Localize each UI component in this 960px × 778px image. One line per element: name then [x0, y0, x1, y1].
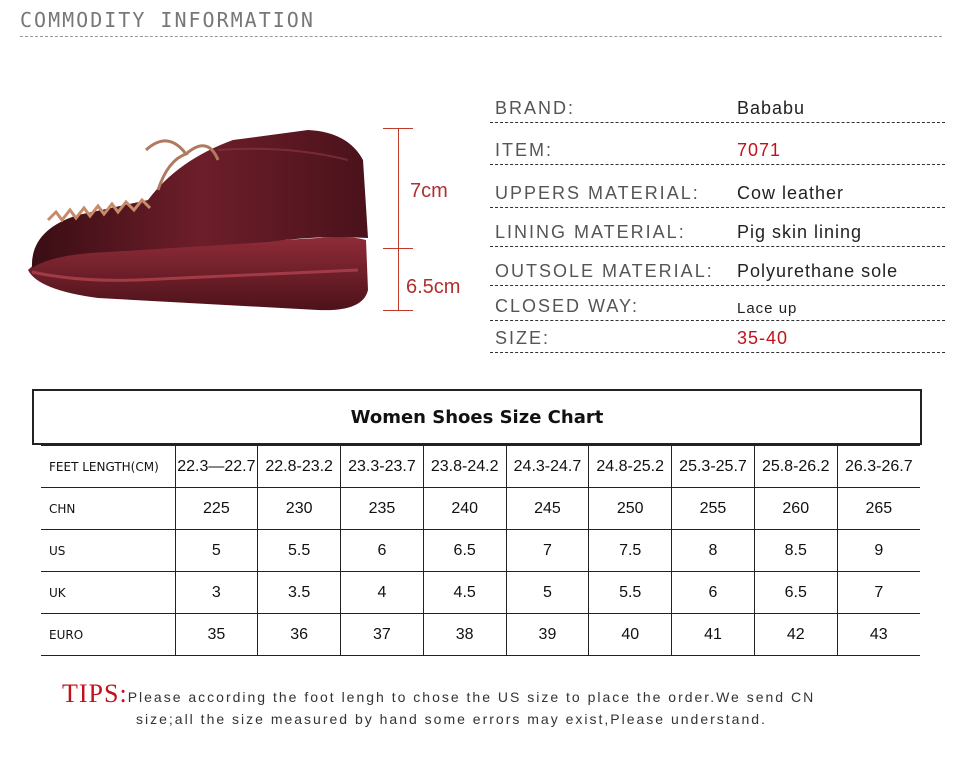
info-value: Cow leather: [737, 183, 845, 203]
size-cell: 265: [837, 488, 920, 530]
size-row-chn: [41, 488, 920, 530]
size-cell: 24.8-25.2: [589, 446, 672, 488]
row-header: UK: [41, 572, 175, 614]
size-cell: 23.3-23.7: [341, 446, 424, 488]
info-row-outsole-material: [490, 255, 945, 286]
dimension-line-upper: [398, 128, 399, 248]
tips-text-line1: Please according the foot lengh to chose the US size to place the order.We send CN: [127, 689, 816, 705]
info-label: CLOSED WAY:: [495, 296, 640, 316]
size-cell: 37: [341, 614, 424, 656]
info-label: BRAND:: [495, 98, 576, 118]
size-row-uk: [41, 572, 920, 614]
shoe-image: [18, 120, 388, 330]
info-value: Lace up: [737, 300, 798, 317]
size-cell: 42: [754, 614, 837, 656]
size-cell: 24.3-24.7: [506, 446, 589, 488]
size-cell: 230: [258, 488, 341, 530]
size-cell: 255: [672, 488, 755, 530]
size-cell: 7.5: [589, 530, 672, 572]
size-cell: 9: [837, 530, 920, 572]
size-cell: 250: [589, 488, 672, 530]
info-row-uppers-material: [490, 177, 945, 208]
row-header: US: [41, 530, 175, 572]
size-cell: 26.3-26.7: [837, 446, 920, 488]
size-row-feet-length: [41, 446, 920, 488]
tips-text-line2: size;all the size measured by hand some errors may exist,Please understand.: [136, 711, 767, 727]
upper-height-label: 7cm: [410, 180, 448, 202]
size-cell: 40: [589, 614, 672, 656]
tips-label: TIPS:: [62, 679, 128, 708]
header-divider: [20, 36, 942, 37]
size-cell: 8.5: [754, 530, 837, 572]
info-value: Polyurethane sole: [737, 261, 899, 281]
size-cell: 4.5: [423, 572, 506, 614]
size-cell: 23.8-24.2: [423, 446, 506, 488]
size-cell: 25.3-25.7: [672, 446, 755, 488]
info-row-item: [490, 134, 945, 165]
size-cell: 5.5: [258, 530, 341, 572]
size-cell: 6.5: [754, 572, 837, 614]
info-value: 35-40: [737, 328, 789, 348]
info-label: ITEM:: [495, 140, 553, 160]
info-row-size: [490, 322, 945, 353]
size-cell: 38: [423, 614, 506, 656]
size-cell: 36: [258, 614, 341, 656]
info-label: OUTSOLE MATERIAL:: [495, 261, 714, 281]
info-row-closed-way: [490, 290, 945, 321]
info-value: 7071: [737, 140, 782, 160]
row-header: CHN: [41, 488, 175, 530]
size-cell: 4: [341, 572, 424, 614]
size-chart-title-box: [32, 389, 922, 445]
size-cell: 6: [672, 572, 755, 614]
size-cell: 22.8-23.2: [258, 446, 341, 488]
dimension-line-heel: [398, 248, 399, 310]
size-row-us: [41, 530, 920, 572]
size-cell: 235: [341, 488, 424, 530]
size-cell: 5: [175, 530, 258, 572]
size-cell: 6: [341, 530, 424, 572]
row-header: FEET LENGTH(CM): [41, 446, 175, 488]
size-cell: 3.5: [258, 572, 341, 614]
size-chart-title: Women Shoes Size Chart: [350, 406, 604, 428]
size-cell: 7: [506, 530, 589, 572]
size-cell: 245: [506, 488, 589, 530]
info-value: Bababu: [737, 98, 806, 118]
info-row-brand: [490, 92, 945, 123]
info-label: LINING MATERIAL:: [495, 222, 686, 242]
size-cell: 7: [837, 572, 920, 614]
size-chart-table: [41, 445, 920, 656]
size-cell: 5.5: [589, 572, 672, 614]
dimension-tick-bottom: [383, 310, 413, 311]
size-cell: 5: [506, 572, 589, 614]
info-label: SIZE:: [495, 328, 551, 348]
size-cell: 225: [175, 488, 258, 530]
size-cell: 22.3—22.7: [175, 446, 258, 488]
info-label: UPPERS MATERIAL:: [495, 183, 700, 203]
size-cell: 35: [175, 614, 258, 656]
size-cell: 3: [175, 572, 258, 614]
size-cell: 41: [672, 614, 755, 656]
tips-note: [62, 679, 932, 730]
size-cell: 8: [672, 530, 755, 572]
size-row-euro: [41, 614, 920, 656]
heel-height-label: 6.5cm: [406, 276, 461, 298]
size-cell: 43: [837, 614, 920, 656]
row-header: EURO: [41, 614, 175, 656]
info-value: Pig skin lining: [737, 222, 863, 242]
size-cell: 240: [423, 488, 506, 530]
info-row-lining-material: [490, 216, 945, 247]
section-title: COMMODITY INFORMATION: [20, 8, 315, 32]
size-cell: 25.8-26.2: [754, 446, 837, 488]
size-cell: 6.5: [423, 530, 506, 572]
size-cell: 260: [754, 488, 837, 530]
size-cell: 39: [506, 614, 589, 656]
